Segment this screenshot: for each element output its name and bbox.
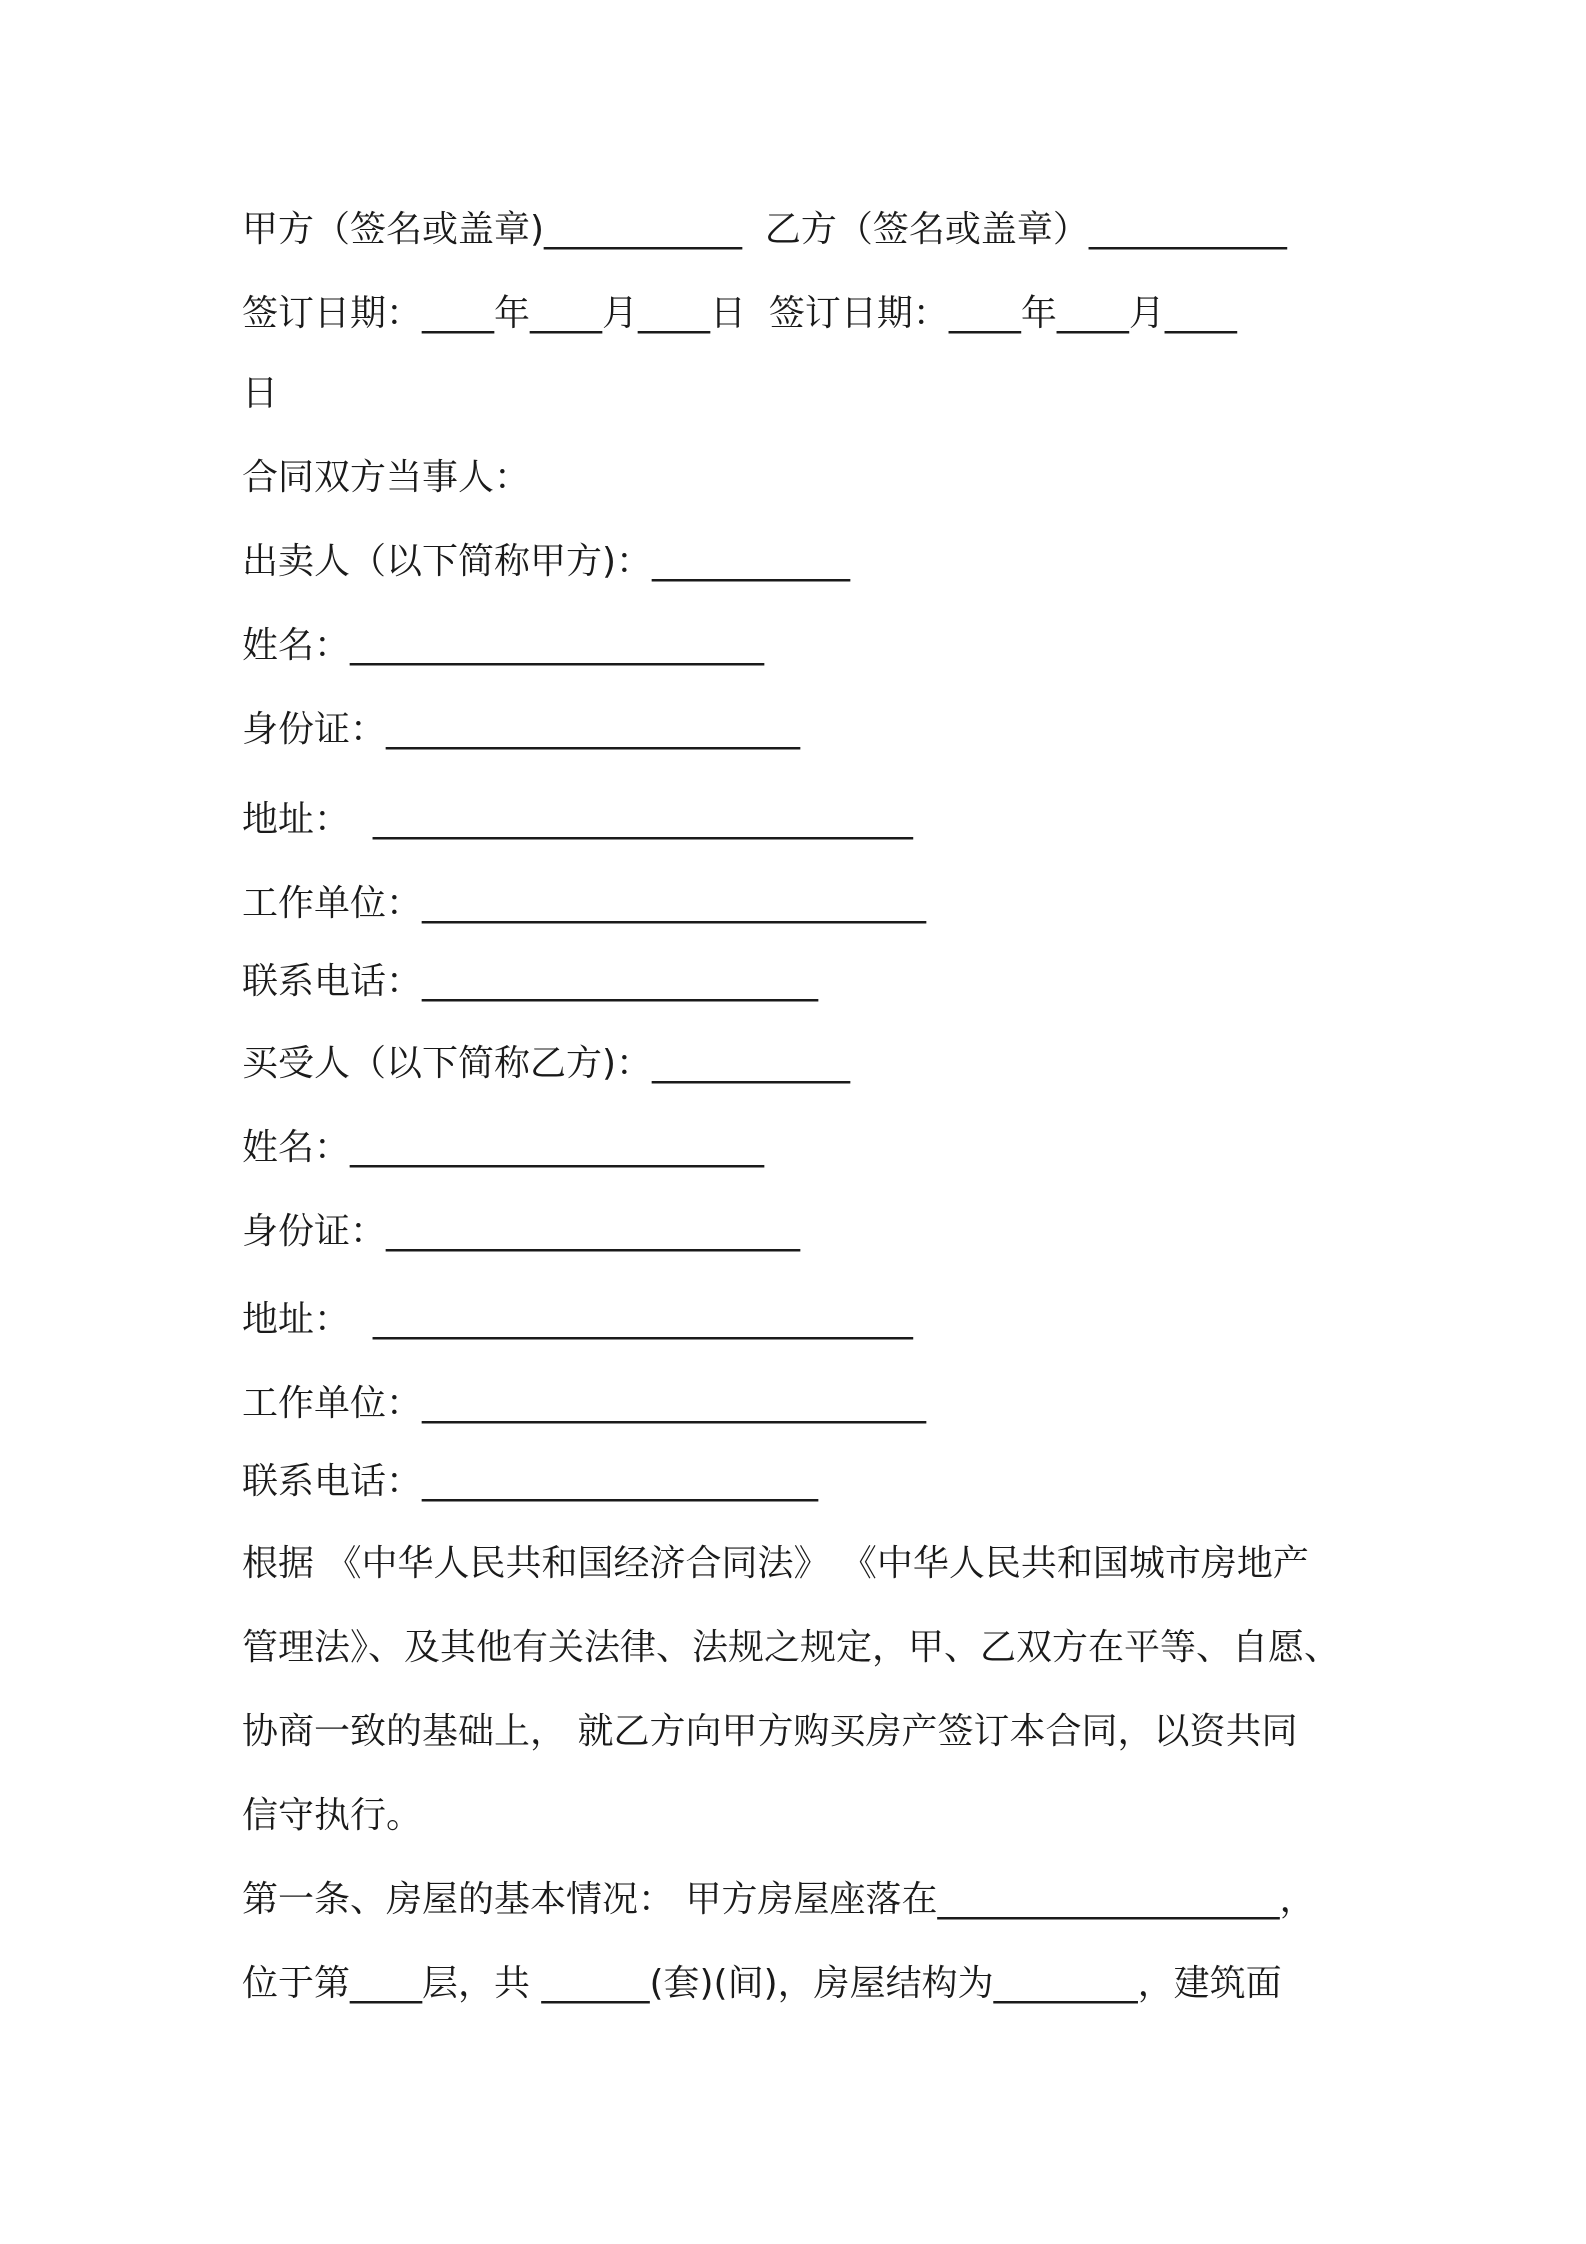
seller-field: 出卖人（以下简称甲方)：___________ — [242, 541, 851, 582]
buyer-employer-field: 工作单位：____________________________ — [242, 1383, 927, 1424]
article-one-line-2: 位于第____层，共 ______(套)(间)，房屋结构为________，建筑面 — [242, 1963, 1282, 2004]
buyer-id-field: 身份证：_______________________ — [242, 1211, 801, 1252]
signing-date-day-line: 日 — [242, 373, 279, 414]
signature-line-party-a-b: 甲方（签名或盖章)___________ 乙方（签名或盖章）___________ — [242, 209, 1287, 250]
seller-name-field: 姓名：_______________________ — [242, 625, 765, 666]
article-one-line-1: 第一条、房屋的基本情况： 甲方房屋座落在___________________， — [242, 1879, 1316, 1920]
seller-address-field: 地址： ______________________________ — [242, 799, 913, 840]
legal-basis-paragraph-line-2: 管理法》、及其他有关法律、法规之规定，甲、乙双方在平等、自愿、 — [242, 1627, 1341, 1668]
legal-basis-paragraph-line-4: 信守执行。 — [242, 1795, 423, 1836]
legal-basis-paragraph-line-1: 根据 《中华人民共和国经济合同法》 《中华人民共和国城市房地产 — [242, 1543, 1309, 1584]
buyer-address-field: 地址： ______________________________ — [242, 1299, 913, 1340]
buyer-field: 买受人（以下简称乙方)：___________ — [242, 1043, 851, 1084]
signing-date-line: 签订日期：____年____月____日 签订日期：____年____月____ — [242, 293, 1237, 334]
seller-id-field: 身份证：_______________________ — [242, 709, 801, 750]
legal-basis-paragraph-line-3: 协商一致的基础上， 就乙方向甲方购买房产签订本合同，以资共同 — [242, 1711, 1298, 1752]
buyer-phone-field: 联系电话：______________________ — [242, 1461, 819, 1502]
contract-parties-heading: 合同双方当事人： — [242, 457, 531, 498]
buyer-name-field: 姓名：_______________________ — [242, 1127, 765, 1168]
seller-employer-field: 工作单位：____________________________ — [242, 883, 927, 924]
seller-phone-field: 联系电话：______________________ — [242, 961, 819, 1002]
